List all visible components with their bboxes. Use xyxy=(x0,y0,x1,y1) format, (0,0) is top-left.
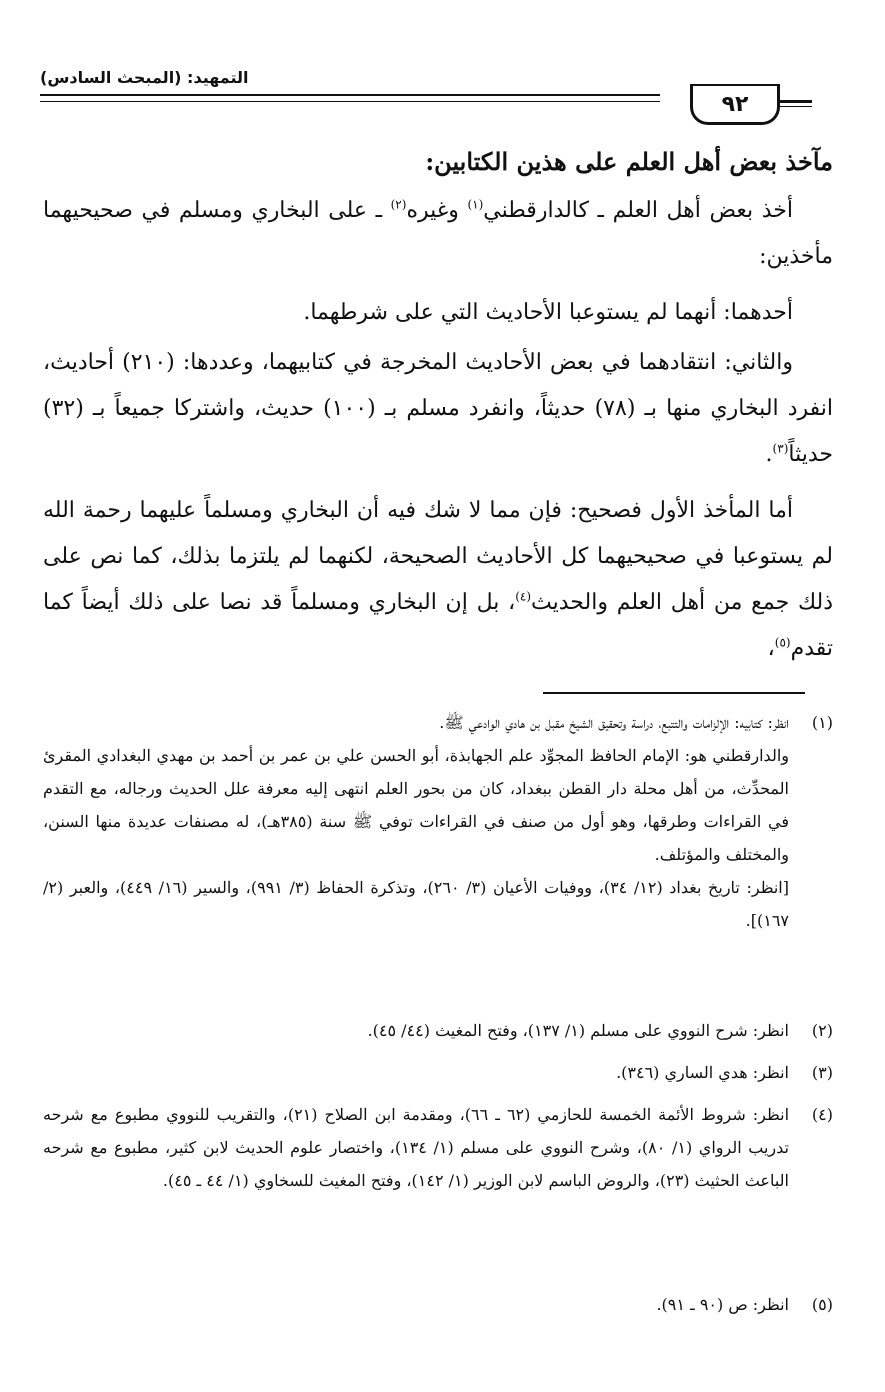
page-number-ornament-thin xyxy=(778,106,812,107)
footnote-line: انظر: هدي الساري (٣٤٦). xyxy=(616,1063,789,1082)
footnote-separator xyxy=(543,692,805,694)
footnote-ref: (٥) xyxy=(774,635,791,650)
paragraph-text: ـ على البخاري ومسلم في صحيحيهما مأخذين: xyxy=(43,198,833,269)
paragraph-text: ، بل إن البخاري ومسلماً قد نصا على ذلك أيضاً كما تقدم xyxy=(43,590,833,661)
footnote-line: انظر: كتابيه: الإلزامات والتتبع، دراسة وتحقيق الشيخ مقبل بن هادي الوادعي ﷺ. xyxy=(439,713,789,732)
footnote-1 xyxy=(43,706,833,937)
footnote-ref: (١) xyxy=(467,197,484,212)
paragraph-text: والثاني: انتقادهما في بعض الأحاديث المخرجة في كتابيهما، وعددها: (٢١٠) أحاديث، انفرد البخاري منها بـ (٧٨) حديثاً، وانفرد مسلم بـ (١٠٠) حديث، واشتركا جميعاً بـ (٣٢) حديثاً xyxy=(43,350,833,467)
paragraph-text: أما المأخذ الأول فصحيح: فإن مما لا شك فيه أن البخاري ومسلماً عليهما رحمة الله لم يستوعبا في صحيحيهما كل الأحاديث الصحيحة، لكنهما لم يلتزما بذلك، كما نص على ذلك جمع من أهل العلم والحديث xyxy=(43,498,833,615)
footnote-ref: (٢) xyxy=(390,197,407,212)
footnote-number: (٢) xyxy=(811,1021,833,1040)
footnote-number: (٤) xyxy=(811,1105,833,1124)
paragraph-4 xyxy=(43,488,833,672)
section-heading: مآخذ بعض أهل العلم على هذين الكتابين: xyxy=(425,147,833,176)
paragraph-text: ، xyxy=(767,636,775,661)
footnote-5 xyxy=(43,1288,833,1321)
footnote-ref: (٤) xyxy=(515,589,532,604)
footnote-line: انظر: ص (٩٠ ـ ٩١). xyxy=(656,1295,789,1314)
page-number: ٩٢ xyxy=(690,84,780,125)
paragraph-text: . xyxy=(765,442,773,467)
footnote-3 xyxy=(43,1056,833,1089)
footnote-number: (٥) xyxy=(811,1295,833,1314)
footnote-ref: (٣) xyxy=(772,441,789,456)
header-rule xyxy=(40,94,660,96)
footnote-line: [انظر: تاريخ بغداد (١٢/ ٣٤)، ووفيات الأعيان (٣/ ٢٦٠)، وتذكرة الحفاظ (٣/ ٩٩١)، والسير (١٦/ ٤٤٩)، والعبر (٢/ ١٦٧)]. xyxy=(43,878,789,930)
paragraph-text: أخذ بعض أهل العلم ـ كالدارقطني xyxy=(483,198,793,223)
paragraph-2: أحدهما: أنهما لم يستوعبا الأحاديث التي على شرطهما. xyxy=(303,300,793,325)
running-header-title: التمهيد: (المبحث السادس) xyxy=(40,68,249,87)
footnote-number: (١) xyxy=(811,713,833,732)
paragraph-1 xyxy=(43,188,833,280)
footnote-number: (٣) xyxy=(811,1063,833,1082)
page-number-ornament xyxy=(778,100,812,103)
paragraph-text: وغيره xyxy=(406,198,468,223)
footnote-4 xyxy=(43,1098,833,1197)
footnote-line: والدارقطني هو: الإمام الحافظ المجوِّد علم الجهابذة، أبو الحسن علي بن عمر بن أحمد بن مهدي البغدادي المقرئ المحدِّث، من أهل محلة دار القطن ببغداد، كان من بحور العلم انتهى إليه معرفة علل الحديث ورجاله، مع التقدم في القراءات وطرقها، وهو أول من صنف في القراءات توفي ﷺ سنة (٣٨٥هـ)، له مصنفات عديدة منها السنن، والمختلف والمؤتلف. xyxy=(43,746,790,864)
footnote-2 xyxy=(43,1014,833,1047)
header-rule-thin xyxy=(40,101,660,102)
footnote-line: انظر: شرح النووي على مسلم (١/ ١٣٧)، وفتح المغيث (٤٤/ ٤٥). xyxy=(367,1021,789,1040)
footnote-line: انظر: شروط الأئمة الخمسة للحازمي (٦٢ ـ ٦٦)، ومقدمة ابن الصلاح (٢١)، والتقريب للنووي مطبوع مع شرحه تدريب الرواي (١/ ٨٠)، وشرح النووي على مسلم (١/ ١٣٤)، واختصار علوم الحديث لابن كثير، مطبوع مع شرحه الباعث الحثيث (٢٣)، والروض الباسم لابن الوزير (١/ ١٤٢)، وفتح المغيث للسخاوي (١/ ٤٤ ـ ٤٥). xyxy=(43,1105,790,1190)
paragraph-3 xyxy=(43,340,833,478)
